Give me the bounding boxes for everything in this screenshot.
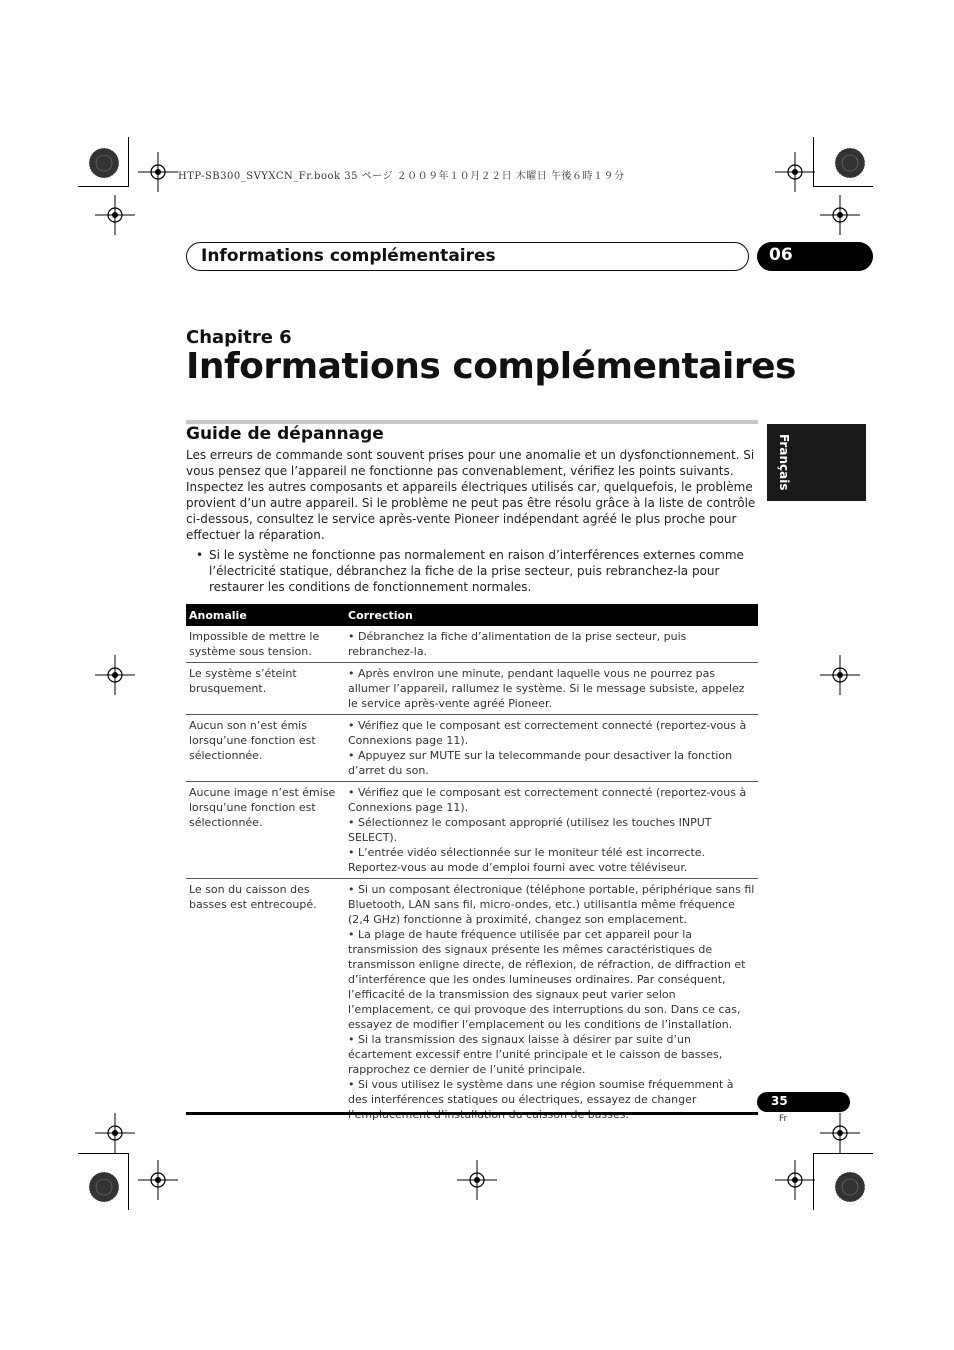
column-header-anomalie: Anomalie — [186, 604, 345, 626]
correction-cell — [345, 626, 758, 663]
correction-item: • Après environ une minute, pendant laquelle vous ne pourrez pas allumer l’appareil, rallumez le système. Si le message subsiste, appelez le service après-vente agréé Pioneer. — [348, 667, 745, 710]
crosshair-icon — [95, 1113, 135, 1153]
correction-item: • Appuyez sur MUTE sur la telecommande pour desactiver la fonction d’arret du son. — [348, 749, 733, 777]
crop-mark — [78, 186, 128, 187]
running-header — [186, 242, 749, 271]
table-row — [186, 715, 758, 782]
problem-cell: Le système s’éteint brusquement. — [186, 663, 345, 715]
table-row — [186, 782, 758, 879]
crop-mark — [128, 1153, 129, 1210]
crosshair-icon — [138, 152, 178, 192]
correction-cell — [345, 782, 758, 879]
crosshair-icon — [457, 1160, 497, 1200]
column-header-correction: Correction — [345, 604, 758, 626]
problem-cell: Aucun son n’est émis lorsqu’une fonction est sélectionnée. — [186, 715, 345, 782]
registration-mark-icon — [86, 145, 122, 181]
language-tab-label: Français — [777, 434, 791, 491]
correction-item: • Sélectionnez le composant approprié (utilisez les touches INPUT SELECT). — [348, 816, 712, 844]
page-number: 35 — [757, 1092, 850, 1112]
crosshair-icon — [138, 1160, 178, 1200]
correction-item: • Vérifiez que le composant est correctement connecté (reportez-vous à Connexions page 11). — [348, 719, 747, 747]
crop-mark — [813, 186, 873, 187]
problem-cell: Impossible de mettre le système sous tension. — [186, 626, 345, 663]
crosshair-icon — [95, 195, 135, 235]
registration-mark-icon — [86, 1169, 122, 1205]
section-title: Guide de dépannage — [186, 424, 384, 444]
registration-mark-icon — [832, 145, 868, 181]
table-header-row — [186, 604, 758, 626]
intro-paragraph: Les erreurs de commande sont souvent prises pour une anomalie et un dysfonctionnement. Si vous pensez que l’appareil ne fonctionne pas convenablement, vérifiez les points suivants. Inspectez les autres composants et appareils électriques utilisés car, quelquefois, le problème provient d’un autre appareil. Si le problème ne peut pas être résolu grâce à la liste de contrôle ci-dessous, consultez le service après-vente Pioneer indépendant agréé le plus proche pour effectuer la réparation. — [186, 448, 756, 542]
print-mark: HTP-SB300_SVYXCN_Fr.book 35 ページ ２００９年１０月２２日 木曜日 午後６時１９分 — [178, 171, 625, 182]
correction-item: • Débranchez la fiche d’alimentation de la prise secteur, puis rebranchez-la. — [348, 630, 687, 658]
correction-item: • Si un composant électronique (téléphone portable, périphérique sans fil Bluetooth, LAN sans fil, micro-ondes, etc.) utilisantla même fréquence (2,4 GHz) fonctionne à proximité, changez son emplacement. — [348, 883, 755, 926]
crosshair-icon — [95, 655, 135, 695]
page-language: Fr — [779, 1114, 788, 1124]
crop-mark — [128, 137, 129, 187]
correction-cell — [345, 879, 758, 1126]
correction-item: • Vérifiez que le composant est correctement connecté (reportez-vous à Connexions page 11). — [348, 786, 747, 814]
table-row — [186, 626, 758, 663]
crop-mark — [78, 1153, 128, 1154]
chapter-title: Informations complémentaires — [186, 346, 796, 387]
crosshair-icon — [775, 152, 815, 192]
problem-cell: Aucune image n’est émise lorsqu’une fonction est sélectionnée. — [186, 782, 345, 879]
bullet-item — [196, 547, 758, 595]
language-tab — [767, 424, 866, 501]
bottom-rule — [186, 1112, 758, 1115]
running-header-title: Informations complémentaires — [201, 246, 496, 266]
table-row — [186, 879, 758, 1126]
correction-item: • Si vous utilisez le système dans une région soumise fréquemment à des interférences statiques ou électriques, essayez de changer — [348, 1078, 734, 1106]
correction-cell — [345, 663, 758, 715]
crosshair-icon — [820, 1113, 860, 1153]
troubleshooting-table — [186, 604, 758, 1125]
correction-cell — [345, 715, 758, 782]
crosshair-icon — [820, 655, 860, 695]
correction-item: • La plage de haute fréquence utilisée par cet appareil pour la transmission des signaux présente les mêmes caractéristiques de transmisson enligne directe, de réflexion, de réfraction, de diffraction et d’interférence que les ondes lumineuses ordinaires. Par conséquent, l’efficacité de la transmission des signaux peut varier selon l’emplacement, ce qui provoque des interruptions du son. Dans ce cas, essayez de modifier l’emplacement ou les conditions de l’installation. — [348, 928, 746, 1031]
correction-item: • L’entrée vidéo sélectionnée sur le moniteur télé est incorrecte. Reportez-vous au mode d’emploi fourni avec votre téléviseur. — [348, 846, 706, 874]
crop-mark — [813, 1153, 873, 1154]
table-row — [186, 663, 758, 715]
bullet-icon: • — [196, 548, 204, 562]
crosshair-icon — [820, 195, 860, 235]
chapter-label: Chapitre 6 — [186, 327, 292, 348]
correction-item: • Si la transmission des signaux laisse à désirer par suite d’un écartement excessif entre l’unité principale et le caisson de basses, rapprochez ce dernier de l’unité principale. — [348, 1033, 723, 1076]
chapter-number-badge: 06 — [757, 242, 873, 271]
problem-cell: Le son du caisson des basses est entrecoupé. — [189, 883, 317, 911]
bullet-text: Si le système ne fonctionne pas normalement en raison d’interférences externes comme l’électricité statique, débranchez la fiche de la prise secteur, puis rebranchez-la pour restaurer les conditions de fonctionnement normales. — [209, 548, 744, 594]
registration-mark-icon — [832, 1169, 868, 1205]
crosshair-icon — [775, 1160, 815, 1200]
